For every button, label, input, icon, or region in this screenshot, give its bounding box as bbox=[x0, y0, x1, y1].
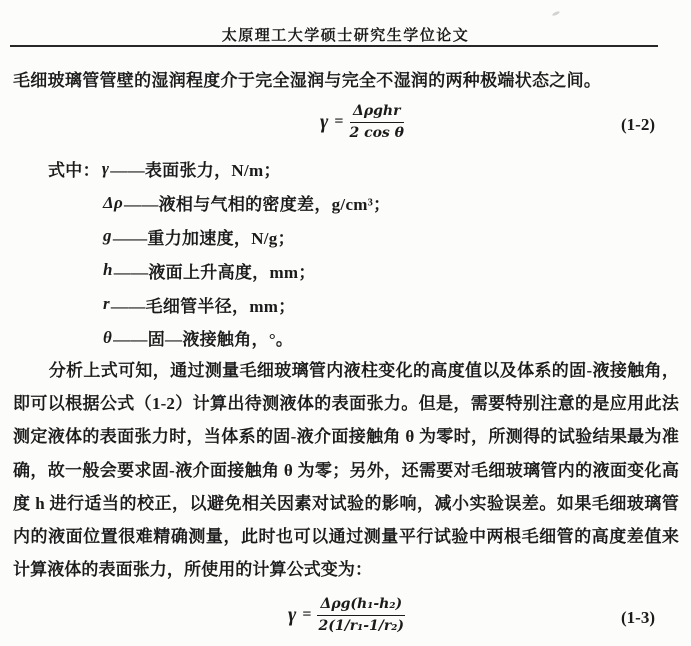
equation-lhs-gamma: γ bbox=[288, 604, 297, 627]
equals-sign: = bbox=[302, 606, 312, 624]
definition-row bbox=[103, 321, 390, 355]
header-rule bbox=[10, 45, 658, 47]
symbol-gamma: γ bbox=[101, 158, 110, 178]
fraction bbox=[349, 102, 404, 143]
symbol-description: ——表面张力，N/m； bbox=[110, 161, 281, 181]
equals-sign: = bbox=[334, 113, 344, 131]
symbol-description: ——液面上升高度，mm； bbox=[113, 262, 316, 282]
equation-1-2-body bbox=[320, 102, 404, 143]
intro-sentence: 毛细玻璃管管壁的湿润程度介于完全湿润与完全不湿润的两种极端状态之间。 bbox=[13, 71, 602, 90]
symbol-r: r bbox=[103, 294, 110, 314]
equation-number: (1-3) bbox=[621, 608, 655, 627]
symbol-description: ——重力加速度，N/g； bbox=[112, 228, 295, 248]
fraction-denominator: 2 cos θ bbox=[349, 124, 405, 141]
symbol-definitions bbox=[48, 152, 390, 355]
symbol-description: ——毛细管半径，mm； bbox=[110, 296, 296, 316]
definition-row bbox=[103, 186, 390, 220]
symbol-g: g bbox=[103, 226, 112, 246]
where-label: 式中： bbox=[48, 161, 100, 181]
fraction-numerator: Δρg(h₁-h₂) bbox=[317, 595, 405, 616]
scan-speckle bbox=[552, 10, 561, 16]
analysis-paragraph: 分析上式可知，通过测量毛细玻璃管内液柱变化的高度值以及体系的固-液接触角，即可以根据公式（1-2）计算出待测液体的表面张力。但是，需要特别注意的是应用此法测定液体的表面张力时，当体系的固-液介面接触角 θ 为零时，所测得的试验结果最为准确，故一般会要求固-液介面接触角 θ 为零；另外，还需要对毛细玻璃管内的液面变化高度 h 进行适当的校正，以避免相关因素对试验的影响，减小实验误差。如果毛细玻璃管内的液面位置很难精确测量，此时也可以通过测量平行试验中两根毛细管的高度差值来计算液体的表面张力，所使用的计算公式变为： bbox=[13, 361, 679, 580]
equation-1-3 bbox=[0, 595, 691, 643]
symbol-theta: θ bbox=[103, 327, 113, 347]
definition-row bbox=[103, 220, 390, 254]
equation-number: (1-2) bbox=[621, 115, 655, 134]
equation-lhs-gamma: γ bbox=[320, 111, 329, 134]
equation-1-2 bbox=[0, 102, 691, 150]
symbol-delta-rho: Δρ bbox=[103, 192, 124, 212]
fraction bbox=[317, 595, 405, 636]
definition-row bbox=[103, 253, 390, 287]
fraction-denominator: 2(1/r₁-1/r₂) bbox=[318, 617, 405, 634]
definition-row bbox=[103, 287, 390, 321]
equation-1-3-body bbox=[288, 595, 405, 636]
symbol-description: ——固—液接触角，°。 bbox=[113, 330, 294, 350]
symbol-h: h bbox=[103, 260, 113, 280]
running-title: 太原理工大学硕士研究生学位论文 bbox=[221, 28, 470, 44]
symbol-description: ——液相与气相的密度差，g/cm³； bbox=[124, 195, 391, 215]
fraction-numerator: Δρghr bbox=[350, 102, 404, 123]
definition-row bbox=[48, 152, 390, 186]
page-header bbox=[0, 24, 691, 45]
